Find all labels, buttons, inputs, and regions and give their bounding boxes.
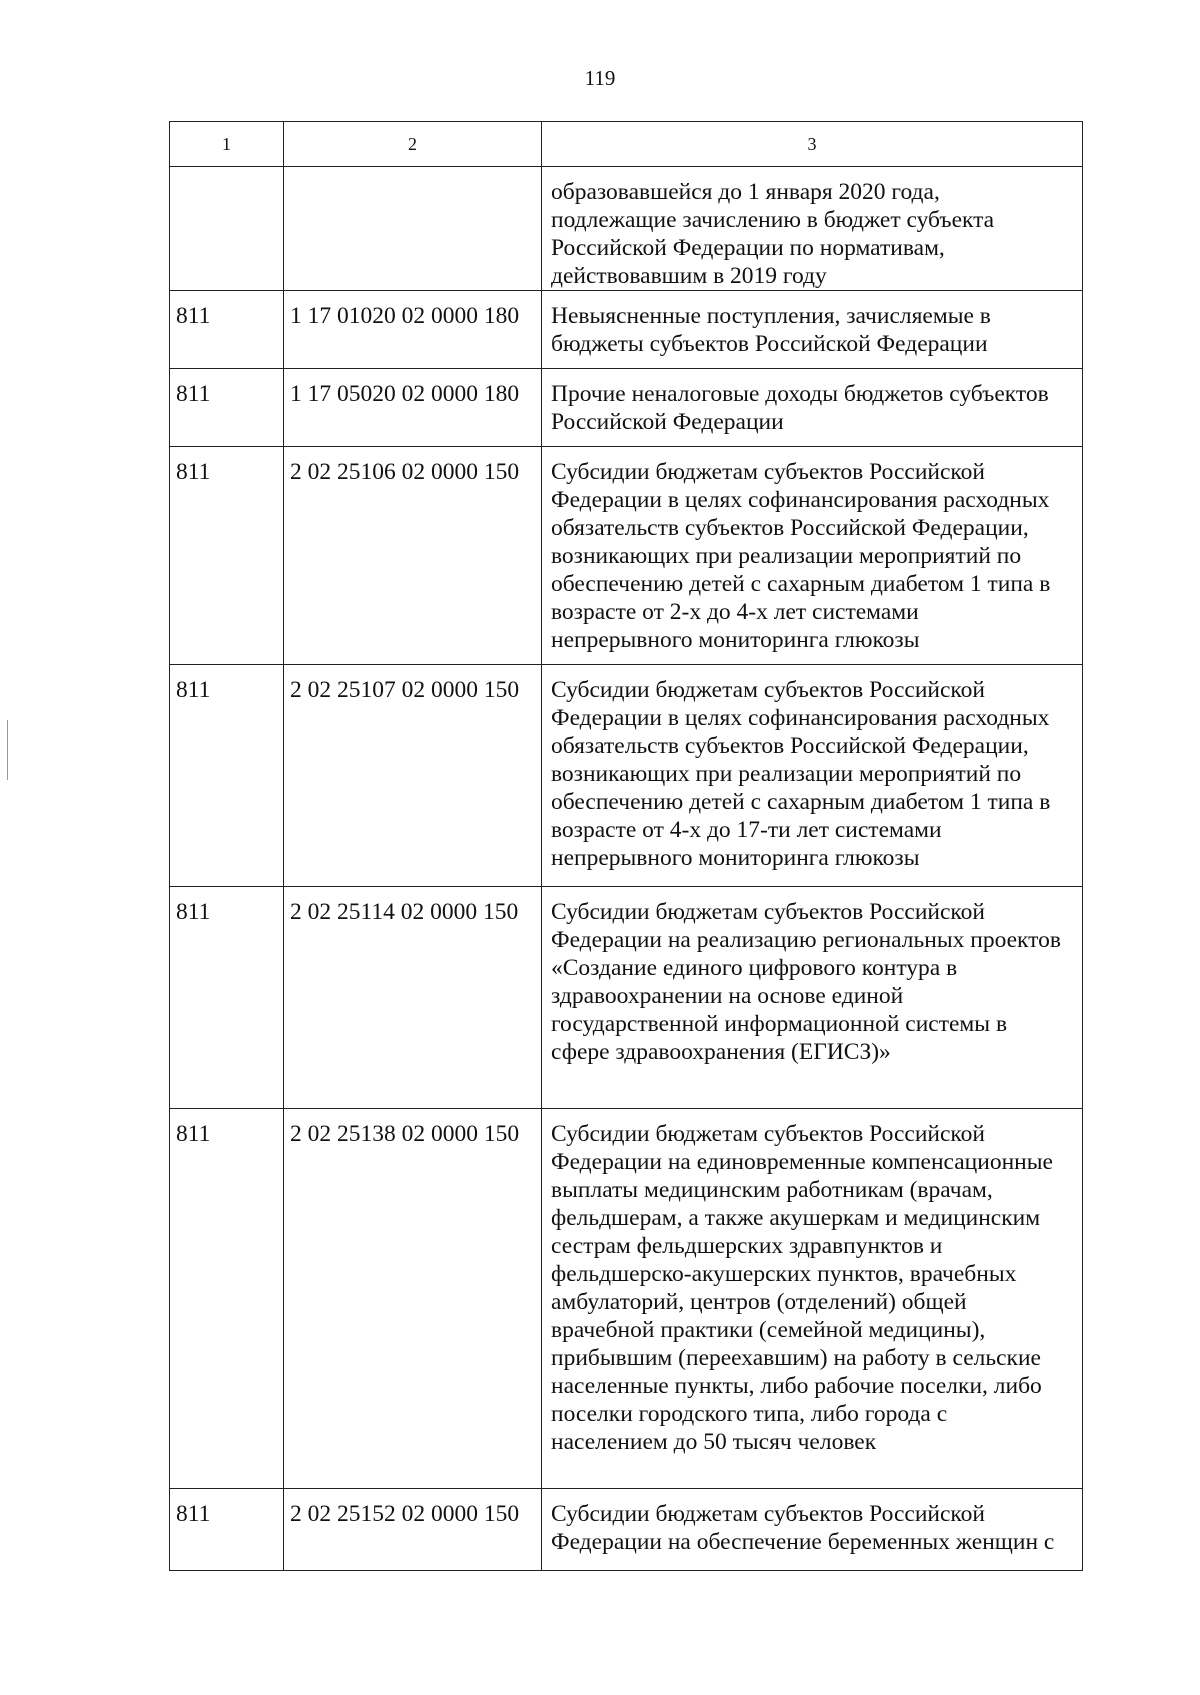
description-line: обязательств субъектов Российской Федерации, [551, 515, 1029, 541]
table-row [170, 291, 1083, 369]
description-cell [542, 447, 1083, 665]
description-line: обязательств субъектов Российской Федерации, [551, 733, 1029, 759]
column-header-2: 2 [284, 122, 542, 167]
description-line: возрасте от 2-х до 4-х лет системами [551, 599, 919, 625]
description-line: населенные пункты, либо рабочие поселки, либо [551, 1373, 1042, 1399]
table-row [170, 369, 1083, 447]
admin-code-cell: 811 [170, 291, 284, 369]
description-line: подлежащие зачислению в бюджет субъекта [551, 207, 995, 233]
description-line: населением до 50 тысяч человек [551, 1429, 877, 1455]
description-line: Федерации в целях софинансирования расходных [551, 487, 1050, 513]
table-row [170, 447, 1083, 665]
description-line: Федерации на обеспечение беременных женщин с [551, 1529, 1055, 1555]
description-line: возникающих при реализации мероприятий по [551, 543, 1022, 569]
description-line: государственной информационной системы в [551, 1011, 1008, 1037]
table-row [170, 1109, 1083, 1489]
description-cell [542, 167, 1083, 291]
description-line: Субсидии бюджетам субъектов Российской [551, 677, 985, 703]
description-line: Субсидии бюджетам субъектов Российской [551, 459, 985, 485]
scan-margin-mark [7, 720, 8, 780]
description-line: выплаты медицинским работникам (врачам, [551, 1177, 993, 1203]
description-line: Российской Федерации по нормативам, [551, 235, 945, 261]
description-line: Субсидии бюджетам субъектов Российской [551, 1501, 985, 1527]
admin-code-cell: 811 [170, 665, 284, 887]
description-line: Невыясненные поступления, зачисляемые в [551, 303, 991, 329]
description-line: возрасте от 4-х до 17-ти лет системами [551, 817, 942, 843]
description-line: поселки городского типа, либо города с [551, 1401, 948, 1427]
budget-code-cell: 2 02 25106 02 0000 150 [284, 447, 542, 665]
description-line: непрерывного мониторинга глюкозы [551, 845, 920, 871]
income-codes-table [169, 121, 1083, 1571]
budget-code-cell [284, 167, 542, 291]
column-header-1: 1 [170, 122, 284, 167]
description-cell [542, 887, 1083, 1109]
description-line: сфере здравоохранения (ЕГИСЗ)» [551, 1039, 891, 1065]
description-cell [542, 369, 1083, 447]
description-cell [542, 665, 1083, 887]
description-line: возникающих при реализации мероприятий по [551, 761, 1022, 787]
description-line: «Создание единого цифрового контура в [551, 955, 958, 981]
admin-code-cell: 811 [170, 887, 284, 1109]
description-line: Субсидии бюджетам субъектов Российской [551, 899, 985, 925]
table-row [170, 665, 1083, 887]
description-line: сестрам фельдшерских здравпунктов и [551, 1233, 943, 1259]
description-line: Федерации на реализацию региональных проектов [551, 927, 1061, 953]
description-line: фельдшерам, а также акушеркам и медицинским [551, 1205, 1041, 1231]
description-line: врачебной практики (семейной медицины), [551, 1317, 986, 1343]
table-row [170, 167, 1083, 291]
budget-code-cell: 2 02 25138 02 0000 150 [284, 1109, 542, 1489]
description-line: бюджеты субъектов Российской Федерации [551, 331, 988, 357]
admin-code-cell: 811 [170, 447, 284, 665]
table-row [170, 887, 1083, 1109]
budget-code-cell: 2 02 25114 02 0000 150 [284, 887, 542, 1109]
table-row [170, 1489, 1083, 1571]
description-line: обеспечению детей с сахарным диабетом 1 типа в [551, 571, 1051, 597]
description-cell [542, 1489, 1083, 1571]
description-line: Федерации в целях софинансирования расходных [551, 705, 1050, 731]
description-line: Прочие неналоговые доходы бюджетов субъектов [551, 381, 1049, 407]
admin-code-cell: 811 [170, 1109, 284, 1489]
description-line: фельдшерско-акушерских пунктов, врачебных [551, 1261, 1017, 1287]
description-line: Субсидии бюджетам субъектов Российской [551, 1121, 985, 1147]
admin-code-cell: 811 [170, 369, 284, 447]
description-line: непрерывного мониторинга глюкозы [551, 627, 920, 653]
description-line: Российской Федерации [551, 409, 784, 435]
table-header-row [170, 122, 1083, 167]
description-cell [542, 291, 1083, 369]
budget-code-cell: 2 02 25107 02 0000 150 [284, 665, 542, 887]
budget-code-cell: 1 17 05020 02 0000 180 [284, 369, 542, 447]
description-line: Федерации на единовременные компенсационные [551, 1149, 1053, 1175]
budget-code-cell: 1 17 01020 02 0000 180 [284, 291, 542, 369]
description-line: действовавшим в 2019 году [551, 263, 827, 289]
description-line: образовавшейся до 1 января 2020 года, [551, 179, 940, 205]
admin-code-cell: 811 [170, 1489, 284, 1571]
description-line: амбулаторий, центров (отделений) общей [551, 1289, 967, 1315]
admin-code-cell [170, 167, 284, 291]
page-number: 119 [584, 66, 616, 90]
description-line: здравоохранении на основе единой [551, 983, 904, 1009]
description-line: обеспечению детей с сахарным диабетом 1 типа в [551, 789, 1051, 815]
budget-code-cell: 2 02 25152 02 0000 150 [284, 1489, 542, 1571]
column-header-3: 3 [542, 122, 1083, 167]
description-line: прибывшим (переехавшим) на работу в сельские [551, 1345, 1041, 1371]
description-cell [542, 1109, 1083, 1489]
